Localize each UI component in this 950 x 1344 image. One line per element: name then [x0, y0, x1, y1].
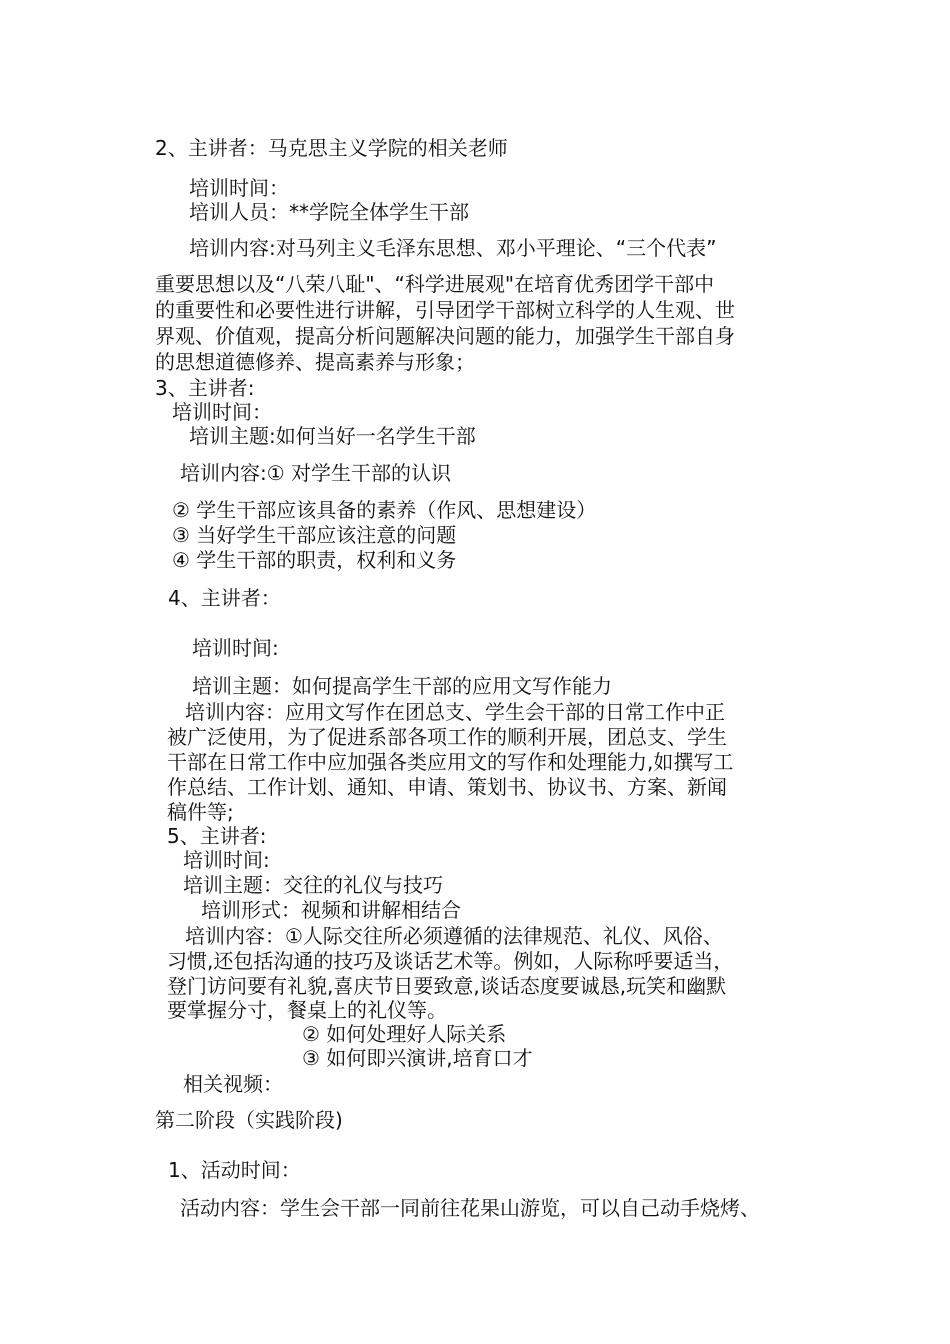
text-line: 相关视频：: [183, 1072, 283, 1096]
text-line: 培训内容：①人际交往所必须遵循的法律规范、礼仪、风俗、: [185, 924, 723, 948]
text-line: 的重要性和必要性进行讲解，引导团学干部树立科学的人生观、世: [155, 298, 735, 322]
text-line: 培训内容:① 对学生干部的认识: [180, 461, 452, 485]
text-line: 培训时间：: [189, 176, 289, 200]
text-line: 界观、价值观，提高分析问题解决问题的能力，加强学生干部自身: [155, 324, 735, 348]
text-line: 稿件等;: [167, 800, 234, 824]
text-line: 的思想道德修养、提高素养与形象；: [155, 350, 475, 374]
text-line: 培训内容：应用文写作在团总支、学生会干部的日常工作中正: [185, 700, 725, 724]
text-line: 活动内容：学生会干部一同前往花果山游览，可以自己动手烧烤、: [180, 1196, 760, 1220]
text-line: 5、主讲者:: [167, 824, 267, 848]
text-line: 培训时间：: [172, 400, 272, 424]
text-line: ③ 如何即兴演讲,培育口才: [302, 1046, 533, 1070]
text-line: 要掌握分寸，餐桌上的礼仪等。: [167, 998, 447, 1022]
section-heading: 第二阶段（实践阶段): [155, 1108, 343, 1132]
text-line: 培训主题：交往的礼仪与技巧: [183, 873, 443, 897]
text-line: 培训内容:对马列主义毛泽东思想、邓小平理论、“三个代表”: [189, 236, 717, 260]
text-line: 培训人员：**学院全体学生干部: [189, 200, 469, 224]
text-line: 培训主题:如何当好一名学生干部: [189, 424, 476, 448]
text-line: 培训形式：视频和讲解相结合: [201, 898, 461, 922]
text-line: 培训时间:: [183, 848, 270, 872]
text-line: 2、主讲者：马克思主义学院的相关老师: [155, 136, 508, 160]
text-line: ② 学生干部应该具备的素养（作风、思想建设）: [172, 498, 597, 522]
text-line: ② 如何处理好人际关系: [302, 1022, 507, 1046]
text-line: 培训主题：如何提高学生干部的应用文写作能力: [192, 674, 612, 698]
text-line: 习惯,还包括沟通的技巧及谈话艺术等。例如，人际称呼要适当，: [167, 949, 734, 973]
text-line: 培训时间:: [192, 636, 279, 660]
text-line: 干部在日常工作中应加强各类应用文的写作和处理能力,如撰写工: [167, 750, 734, 774]
text-line: 3、主讲者:: [155, 376, 255, 400]
text-line: 登门访问要有礼貌,喜庆节日要致意,谈话态度要诚恳,玩笑和幽默: [167, 974, 727, 998]
text-line: 4、主讲者：: [168, 586, 281, 610]
text-line: 1、活动时间：: [168, 1158, 301, 1182]
text-line: 重要思想以及“八荣八耻"、“科学进展观"在培育优秀团学干部中: [155, 272, 715, 296]
text-line: 作总结、工作计划、通知、申请、策划书、协议书、方案、新闻: [167, 775, 727, 799]
text-line: 被广泛使用，为了促进系部各项工作的顺利开展，团总支、学生: [167, 725, 727, 749]
text-line: ④ 学生干部的职责，权利和义务: [172, 548, 457, 572]
text-line: ③ 当好学生干部应该注意的问题: [172, 523, 457, 547]
